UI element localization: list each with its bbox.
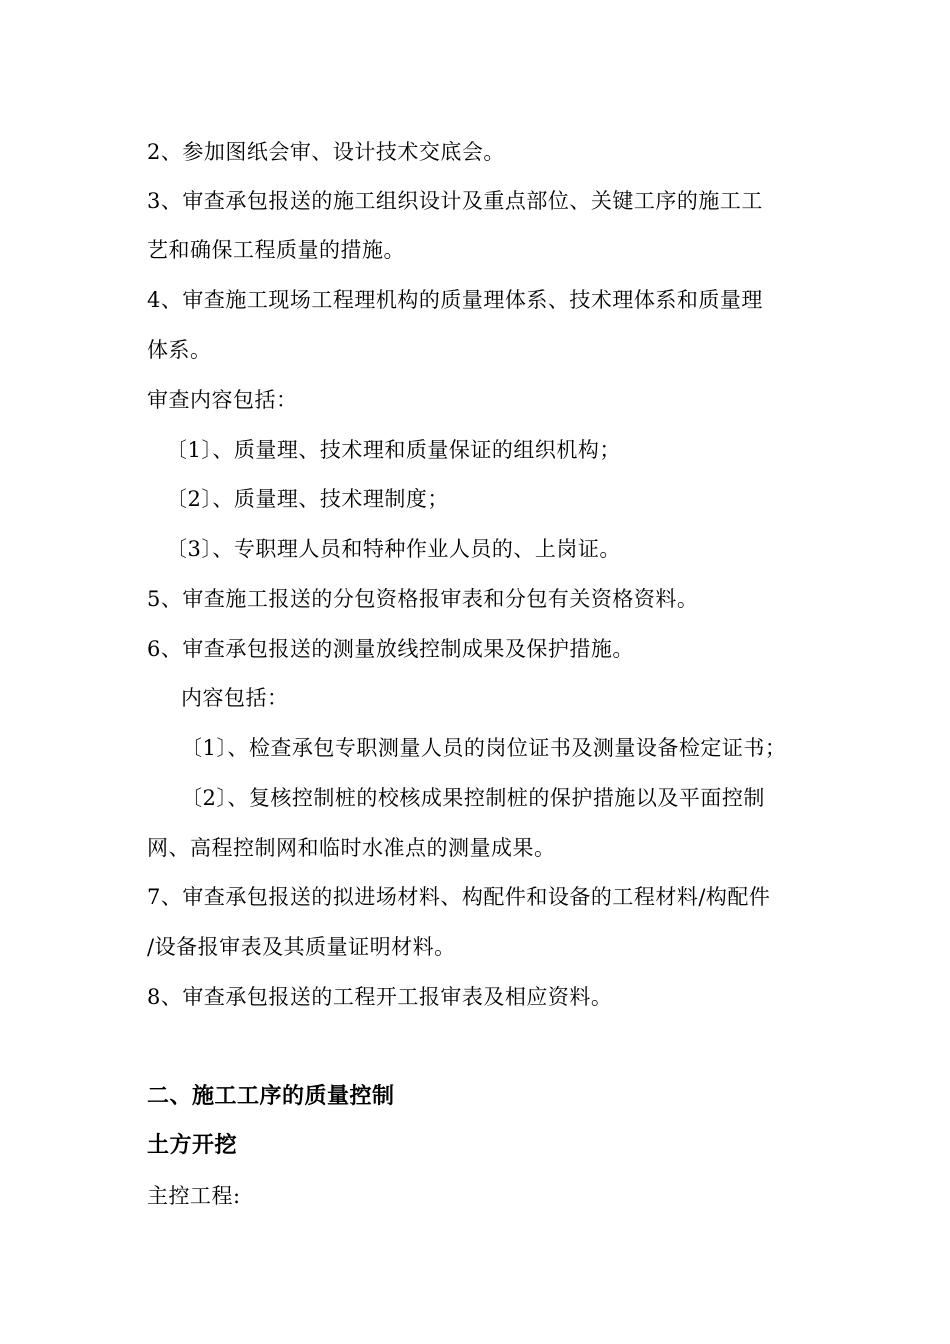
text-line: 4、审查施工现场工程理机构的质量理体系、技术理体系和质量理 (147, 288, 763, 312)
text-line: 6、审查承包报送的测量放线控制成果及保护措施。 (147, 637, 634, 661)
text-line: 内容包括： (181, 686, 289, 710)
text-line: 艺和确保工程质量的措施。 (147, 238, 405, 262)
text-line: 8、审查承包报送的工程开工报审表及相应资料。 (147, 985, 613, 1009)
text-line: /设备报审表及其质量证明材料。 (147, 935, 456, 959)
text-line: 审查内容包括： (147, 388, 298, 412)
sub-heading: 土方开挖 (147, 1133, 238, 1158)
text-line: 5、审查施工报送的分包资格报审表和分包有关资格资料。 (147, 587, 699, 611)
text-line: 体系。 (147, 338, 212, 362)
text-line: 2、参加图纸会审、设计技术交底会。 (147, 140, 505, 164)
text-line: 〔2〕、复核控制桩的校核成果控制桩的保护措施以及平面控制 (181, 786, 765, 810)
text-line: 〔1〕、检查承包专职测量人员的岗位证书及测量设备检定证书； (181, 736, 787, 760)
text-line: 主控工程: (147, 1184, 241, 1208)
text-line: 〔2〕、质量理、技术理制度； (166, 487, 449, 511)
text-line: 网、高程控制网和临时水准点的测量成果。 (147, 836, 556, 860)
text-line: 〔3〕、专职理人员和特种作业人员的、上岗证。 (166, 537, 621, 561)
section-heading: 二、施工工序的质量控制 (147, 1084, 395, 1109)
text-line: 3、审查承包报送的施工组织设计及重点部位、关键工序的施工工 (147, 189, 763, 213)
text-line: 7、审查承包报送的拟进场材料、构配件和设备的工程材料/构配件 (147, 885, 771, 909)
text-line: 〔1〕、质量理、技术理和质量保证的组织机构； (166, 438, 621, 462)
